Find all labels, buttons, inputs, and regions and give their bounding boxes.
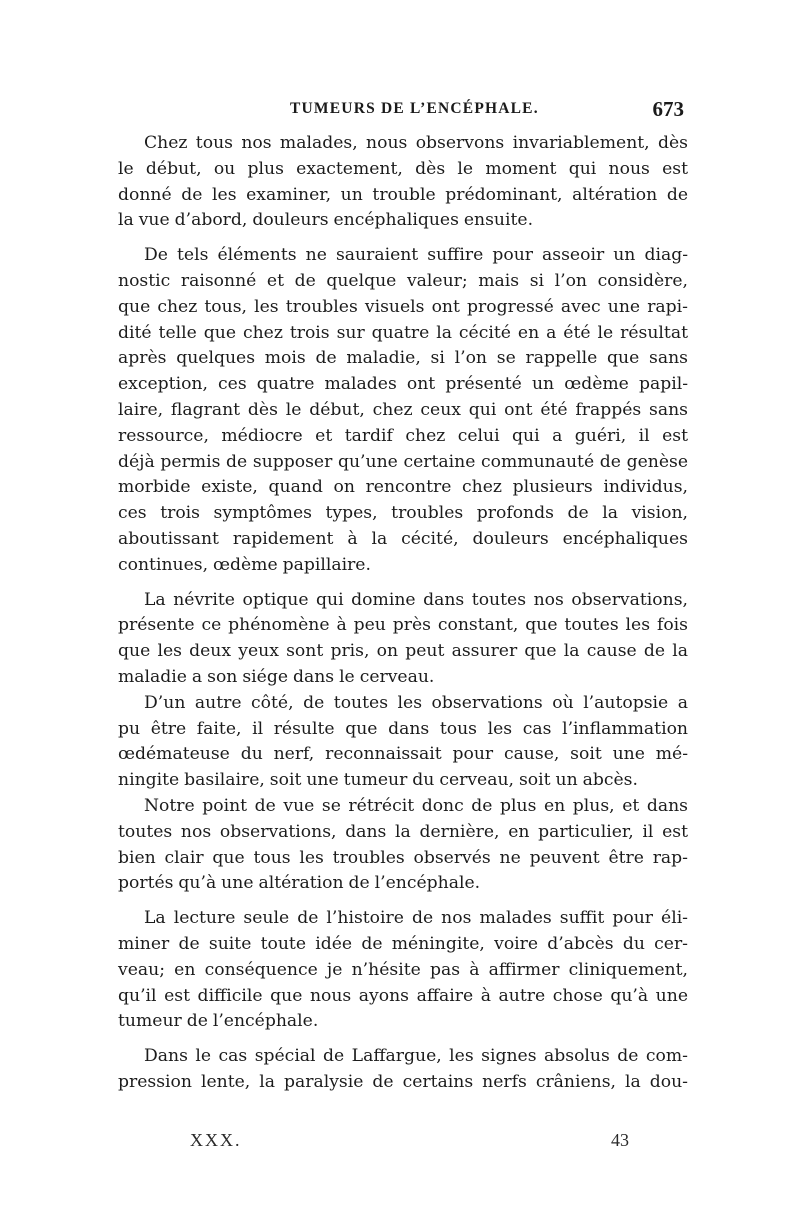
text-line: ces trois symptômes types, troubles profonds de la vision, (118, 503, 688, 524)
paragraph (118, 794, 688, 897)
text-line: que chez tous, les troubles visuels ont progressé avec une rapi- (118, 296, 688, 317)
text-line: veau; en conséquence je n’hésite pas à affirmer cliniquement, (118, 959, 688, 980)
text-line: La lecture seule de l’histoire de nos malades suffit pour éli- (144, 908, 688, 929)
text-line: D’un autre côté, de toutes les observations où l’autopsie a (144, 692, 688, 713)
text-line: La névrite optique qui domine dans toutes nos observations, (144, 589, 688, 610)
text-line: ningite basilaire, soit une tumeur du cerveau, soit un abcès. (118, 770, 638, 791)
body-text (118, 131, 688, 1096)
text-line: aboutissant rapidement à la cécité, douleurs encéphaliques (118, 528, 688, 549)
paragraph (118, 131, 688, 234)
text-line: portés qu’à une altération de l’encéphale. (118, 873, 481, 894)
text-line: après quelques mois de maladie, si l’on se rappelle que sans (118, 348, 688, 369)
sheet-number: 43 (611, 1130, 629, 1150)
text-line: De tels éléments ne sauraient suffire pour asseoir un diag- (144, 245, 688, 266)
text-line: nostic raisonné et de quelque valeur; mais si l’on considère, (118, 270, 688, 291)
text-line: qu’il est difficile que nous ayons affaire à autre chose qu’à une (118, 985, 688, 1006)
text-line: la vue d’abord, douleurs encéphaliques ensuite. (118, 210, 534, 231)
text-line: œdémateuse du nerf, reconnaissait pour cause, soit une mé- (118, 744, 688, 765)
paragraph (118, 1044, 688, 1096)
text-line: déjà permis de supposer qu’une certaine communauté de genèse (118, 451, 688, 472)
text-line: miner de suite toute idée de méningite, voire d’abcès du cer- (118, 933, 688, 954)
paragraph (118, 906, 688, 1035)
text-line: Notre point de vue se rétrécit donc de plus en plus, et dans (144, 795, 688, 816)
paragraph (118, 243, 688, 578)
paragraph (118, 588, 688, 691)
text-line: bien clair que tous les troubles observés ne peuvent être rap- (118, 847, 688, 868)
text-line: tumeur de l’encéphale. (118, 1011, 319, 1032)
page-header (118, 97, 688, 130)
page-number: 673 (652, 97, 684, 121)
text-line: Chez tous nos malades, nous observons invariablement, dès (144, 133, 688, 153)
text-line: morbide existe, quand on rencontre chez plusieurs individus, (118, 477, 688, 498)
running-title: TUMEURS DE L’ENCÉPHALE. (290, 100, 539, 117)
text-line: maladie a son siége dans le cerveau. (118, 666, 435, 687)
text-line: continues, œdème papillaire. (118, 554, 371, 575)
text-line: exception, ces quatre malades ont présenté un œdème papil- (118, 374, 688, 395)
text-line: pu être faite, il résulte que dans tous les cas l’inflammation (118, 718, 688, 739)
text-line: ressource, médiocre et tardif chez celui qui a guéri, il est (118, 425, 688, 446)
text-line: pression lente, la paralysie de certains nerfs crâniens, la dou- (118, 1071, 688, 1092)
text-line: dité telle que chez trois sur quatre la cécité en a été le résultat (118, 322, 688, 343)
text-line: le début, ou plus exactement, dès le moment qui nous est (118, 158, 688, 179)
text-line: présente ce phénomène à peu près constant, que toutes les fois (118, 615, 688, 636)
signature-mark: XXX. (190, 1130, 242, 1150)
paragraph (118, 691, 688, 794)
page-footer (118, 1130, 688, 1160)
text-line: que les deux yeux sont pris, on peut assurer que la cause de la (118, 641, 688, 662)
text-line: toutes nos observations, dans la dernière, en particulier, il est (118, 821, 688, 842)
text-line: donné de les examiner, un trouble prédominant, altération de (118, 184, 688, 205)
text-line: laire, flagrant dès le début, chez ceux qui ont été frappés sans (118, 399, 688, 420)
text-line: Dans le cas spécial de Laffargue, les signes absolus de com- (144, 1046, 688, 1067)
